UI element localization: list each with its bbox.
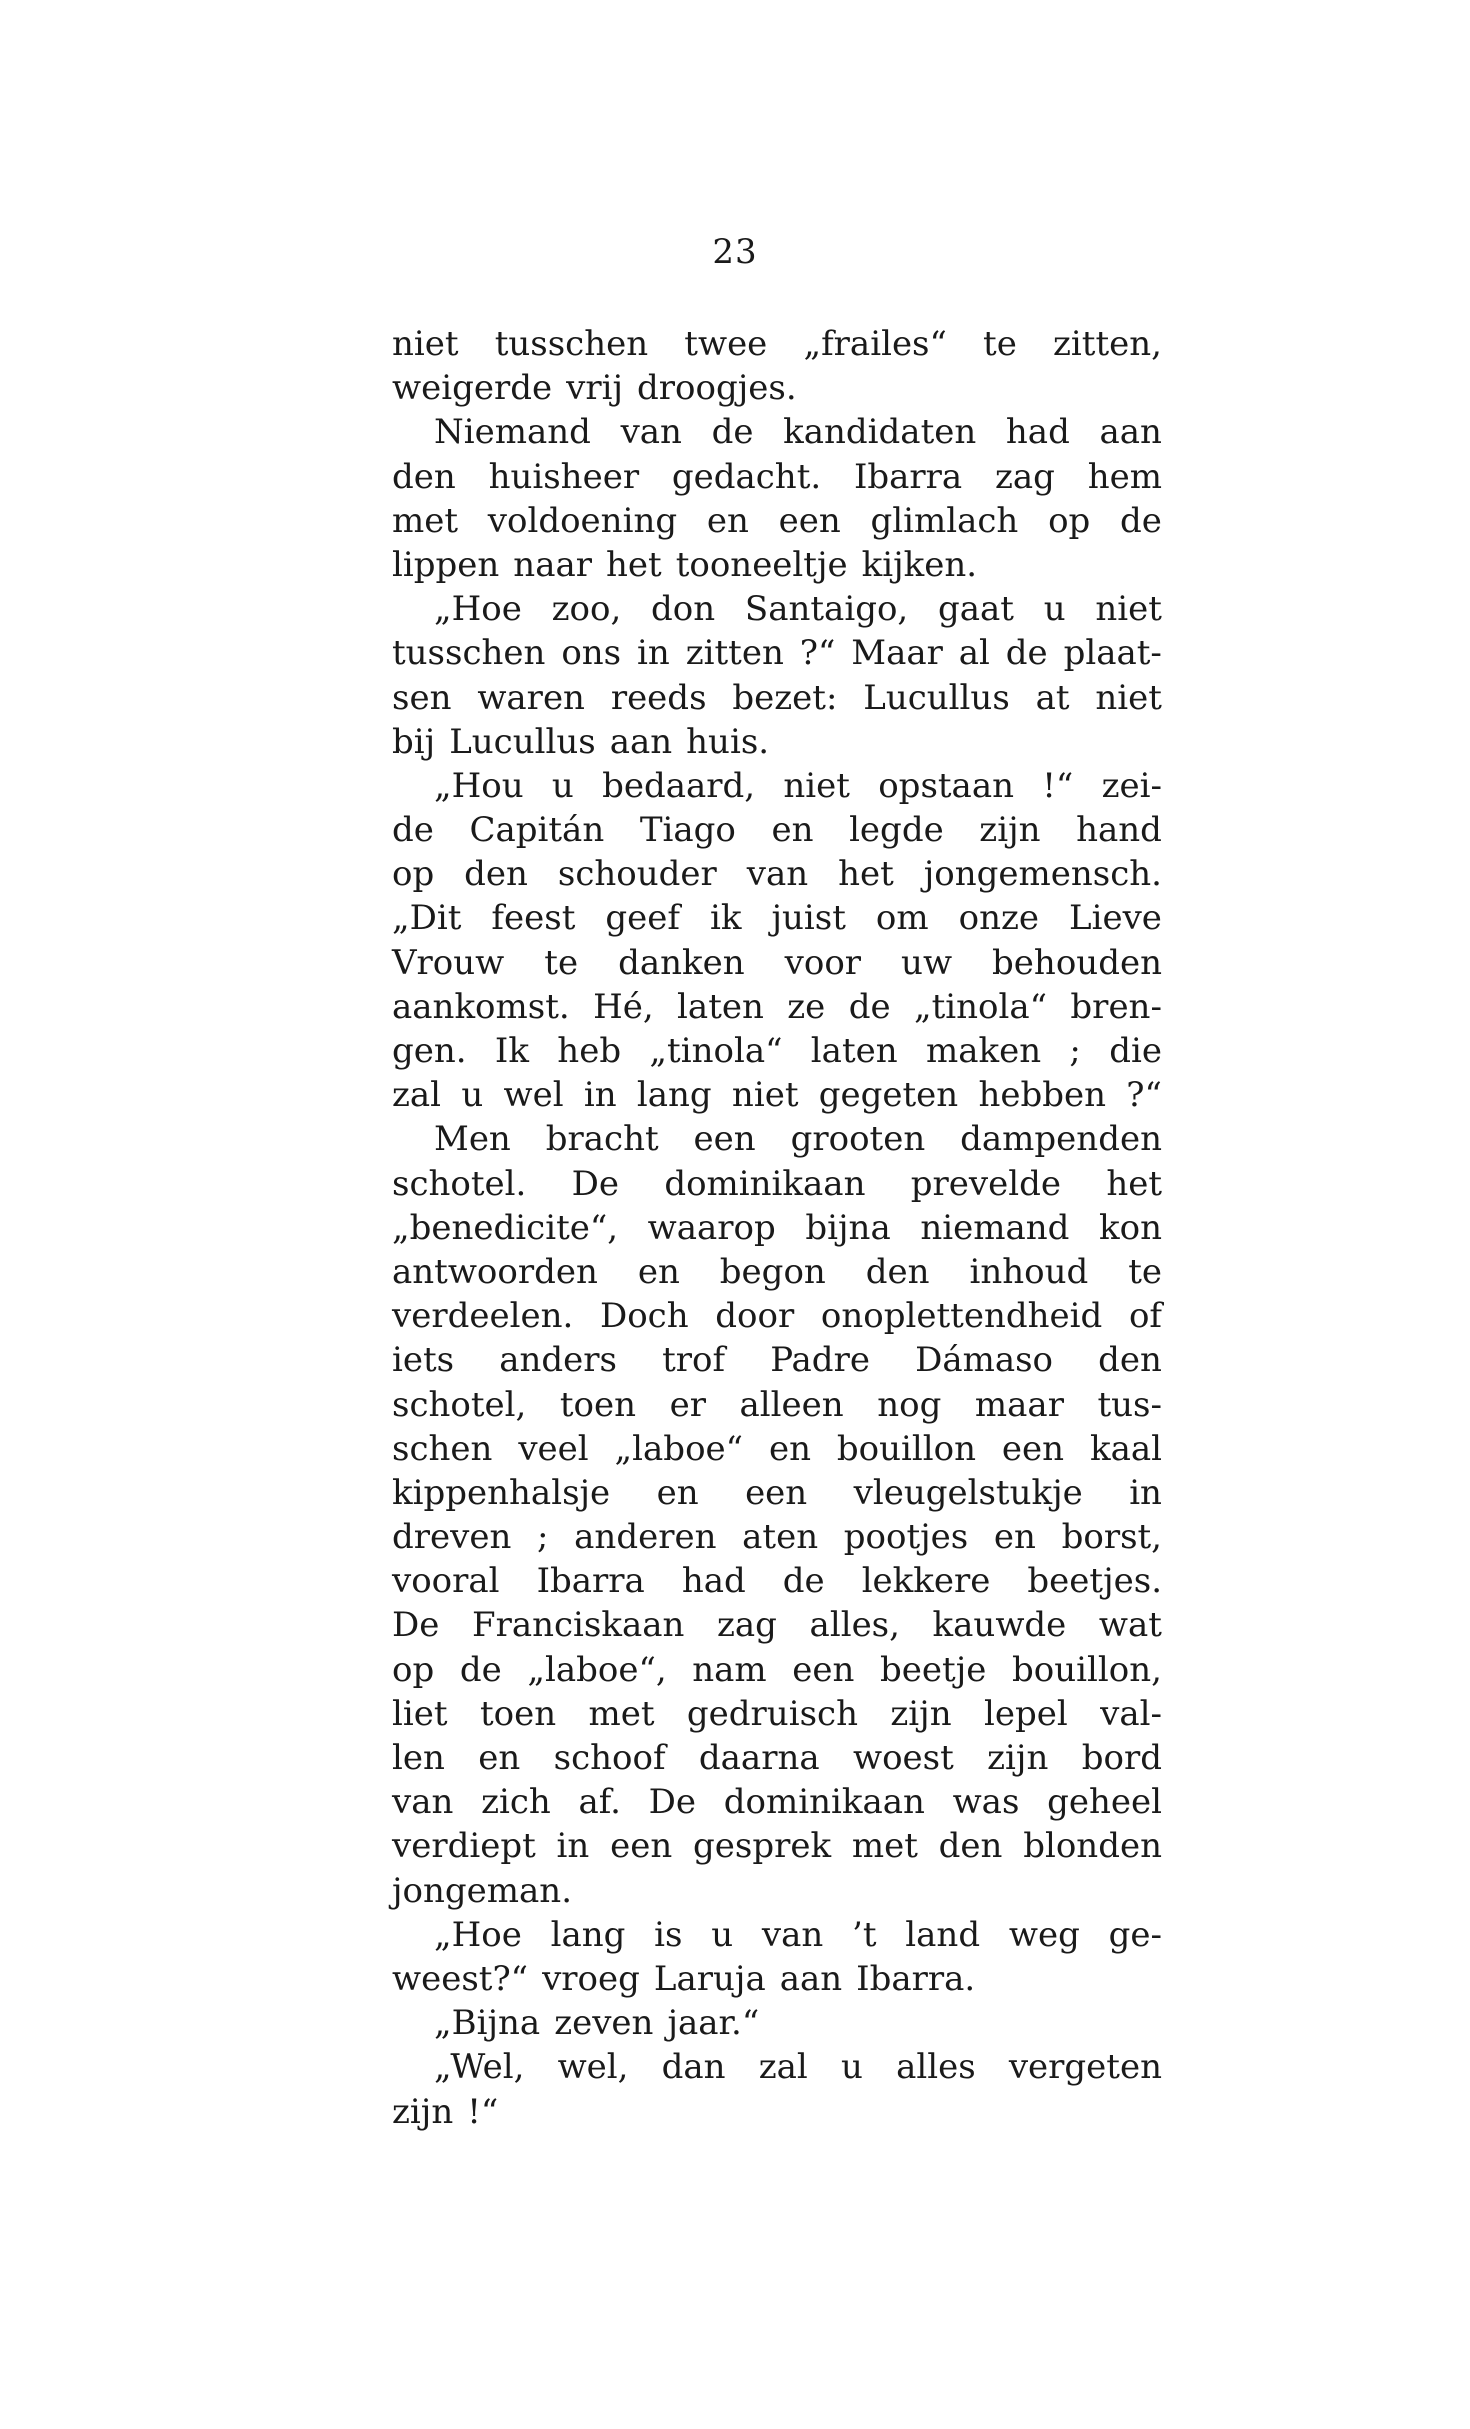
word: Tiago <box>639 810 736 851</box>
word: waarop <box>647 1207 776 1248</box>
word: Dámaso <box>915 1340 1054 1381</box>
word: u <box>711 1914 734 1955</box>
word: geef <box>605 898 680 939</box>
word: dominikaan <box>723 1782 925 1823</box>
word: ons <box>561 633 622 674</box>
word: aankomst. <box>392 986 570 1027</box>
text-line <box>392 2090 1162 2134</box>
word: inhoud <box>969 1251 1089 1292</box>
word: beetjes. <box>1027 1561 1162 1602</box>
word: en <box>706 500 749 541</box>
word: en <box>993 1517 1036 1558</box>
word: die <box>1109 1031 1162 1071</box>
word: jongeman. <box>392 1870 573 1911</box>
word: het <box>838 854 894 895</box>
word: „Dit <box>392 898 462 939</box>
text-line <box>392 410 1162 454</box>
word: ?“ <box>799 633 836 674</box>
word: bezet: <box>732 677 838 718</box>
word: verdeelen. <box>392 1296 574 1337</box>
word: zoo, <box>551 589 622 630</box>
word: niet <box>392 324 459 364</box>
text-line <box>392 1338 1162 1382</box>
word: heb <box>557 1031 622 1071</box>
word: van <box>761 1914 824 1955</box>
word: te <box>983 324 1017 364</box>
word: en <box>768 1428 811 1469</box>
word: trof <box>662 1340 726 1381</box>
word: toen <box>559 1384 637 1425</box>
word: alles <box>896 2047 976 2088</box>
word: den <box>1098 1340 1162 1381</box>
word: af. <box>578 1782 621 1823</box>
text-line <box>392 1957 1162 2001</box>
word: door <box>715 1296 795 1337</box>
word: lippen <box>392 544 500 585</box>
word: De <box>571 1163 620 1204</box>
word: of <box>1128 1296 1162 1337</box>
word: aan <box>609 721 673 762</box>
word: om <box>875 898 929 939</box>
word: voldoening <box>487 500 678 541</box>
word: het <box>1106 1163 1162 1204</box>
text-line <box>392 941 1162 985</box>
word: het <box>606 544 662 585</box>
text-line <box>392 366 1162 410</box>
word: laten <box>677 986 764 1027</box>
word: laten <box>810 1031 898 1071</box>
word: zitten <box>685 633 784 674</box>
word: zeven <box>554 2003 654 2044</box>
word: van <box>392 1782 454 1823</box>
word: schotel. <box>392 1163 527 1204</box>
word: er <box>669 1384 706 1425</box>
text-line <box>392 1692 1162 1736</box>
word: voor <box>784 942 862 983</box>
word: „laboe“ <box>614 1428 744 1469</box>
word: hebben <box>978 1075 1107 1116</box>
text-line <box>392 1736 1162 1780</box>
word: pootjes <box>843 1517 969 1558</box>
word: kippenhalsje <box>392 1472 611 1513</box>
word: dominikaan <box>664 1163 866 1204</box>
word: in <box>637 633 670 674</box>
word: een <box>792 1649 855 1690</box>
word: hem <box>1087 456 1162 497</box>
word: „Bijna <box>434 2003 541 2044</box>
word: nog <box>877 1384 942 1425</box>
word: antwoorden <box>392 1251 598 1292</box>
word: De <box>648 1782 697 1823</box>
word: ik <box>709 898 742 939</box>
word: had <box>1005 412 1070 453</box>
word: Laruja <box>653 1958 766 1999</box>
word: vroeg <box>542 1958 640 1999</box>
word: zei- <box>1101 765 1162 806</box>
word: ge- <box>1108 1914 1162 1955</box>
word: len <box>392 1738 445 1778</box>
word: !“ <box>1042 765 1074 806</box>
text-line <box>392 1471 1162 1515</box>
word: op <box>1048 500 1091 541</box>
word: vooral <box>392 1561 500 1602</box>
text-line <box>392 720 1162 764</box>
text-line <box>392 499 1162 543</box>
word: Padre <box>770 1340 870 1381</box>
text-line <box>392 455 1162 499</box>
word: legde <box>849 810 944 851</box>
word: blonden <box>1023 1826 1162 1867</box>
word: val- <box>1100 1693 1162 1734</box>
page-number: 23 <box>712 232 758 272</box>
word: zal <box>392 1075 442 1116</box>
word: zijn <box>392 2091 454 2132</box>
word: niet <box>1095 589 1162 630</box>
word: zijn <box>987 1738 1049 1778</box>
word: aan <box>779 1958 843 1999</box>
word: opstaan <box>878 765 1014 806</box>
word: „Hoe <box>434 589 522 630</box>
word: droogjes. <box>637 368 797 409</box>
word: begon <box>719 1251 826 1292</box>
word: twee <box>684 324 768 364</box>
word: dampenden <box>960 1119 1162 1160</box>
word: u <box>840 2047 863 2088</box>
text-line <box>392 1162 1162 1206</box>
word: at <box>1035 677 1070 718</box>
word: de <box>711 412 754 453</box>
word: Doch <box>599 1296 689 1337</box>
word: „Hoe <box>434 1914 522 1955</box>
text-line <box>392 1515 1162 1559</box>
text-line <box>392 587 1162 631</box>
word: tus- <box>1097 1384 1162 1425</box>
text-line <box>392 1206 1162 1250</box>
word: den <box>865 1251 930 1292</box>
word: gegeten <box>818 1075 959 1116</box>
text-line <box>392 676 1162 720</box>
word: „tinola“ <box>649 1031 783 1071</box>
word: ; <box>537 1517 549 1558</box>
word: jongemensch. <box>923 854 1162 895</box>
word: maken <box>925 1031 1042 1071</box>
word: wat <box>1098 1605 1162 1646</box>
word: vrij <box>566 368 624 409</box>
word: liet <box>392 1693 448 1734</box>
word: wel, <box>557 2047 629 2088</box>
word: weest?“ <box>392 1958 529 1999</box>
word: jaar.“ <box>667 2003 760 2044</box>
text-line <box>392 1250 1162 1294</box>
word: met <box>588 1693 655 1734</box>
text-line <box>392 1824 1162 1868</box>
word: zijn <box>979 810 1041 851</box>
word: lang <box>550 1914 626 1955</box>
word: bord <box>1081 1738 1162 1778</box>
word: en <box>656 1472 699 1513</box>
word: kaal <box>1089 1428 1162 1469</box>
word: lang <box>636 1075 712 1116</box>
text-line <box>392 1913 1162 1957</box>
word: „laboe“, <box>527 1649 667 1690</box>
word: borst, <box>1061 1517 1162 1558</box>
word: grooten <box>790 1119 926 1160</box>
word: zijn <box>890 1693 952 1734</box>
word: vleugelstukje <box>853 1472 1083 1513</box>
text-line <box>392 1029 1162 1073</box>
text-line <box>392 1603 1162 1647</box>
word: Hé, <box>593 986 654 1027</box>
word: Lieve <box>1069 898 1162 939</box>
word: Niemand <box>434 412 591 453</box>
word: den <box>938 1826 1003 1867</box>
word: in <box>583 1075 617 1116</box>
word: en <box>478 1738 521 1778</box>
word: behouden <box>992 942 1162 983</box>
body-text <box>392 322 1162 2134</box>
word: in <box>1129 1472 1162 1513</box>
word: niet <box>731 1075 799 1116</box>
word: „frailes“ <box>803 324 947 364</box>
word: naar <box>513 544 592 585</box>
word: u <box>461 1075 484 1116</box>
text-line <box>392 2001 1162 2045</box>
word: verdiept <box>392 1826 536 1867</box>
word: kauwde <box>932 1605 1067 1646</box>
word: De <box>392 1605 440 1646</box>
word: prevelde <box>910 1163 1062 1204</box>
word: don <box>651 589 716 630</box>
word: iets <box>392 1340 455 1381</box>
text-line <box>392 1073 1162 1117</box>
word: niet <box>783 765 850 806</box>
word: waren <box>477 677 585 718</box>
word: toen <box>479 1693 557 1734</box>
word: uw <box>901 942 953 983</box>
word: gesprek <box>693 1826 832 1867</box>
word: Vrouw <box>392 942 505 983</box>
word: u <box>551 765 574 806</box>
word: ; <box>1069 1031 1081 1071</box>
word: de <box>782 1561 825 1602</box>
word: reeds <box>610 677 707 718</box>
word: sen <box>392 677 452 718</box>
word: de <box>392 810 434 851</box>
word: met <box>392 500 459 541</box>
word: de <box>1005 633 1048 674</box>
word: alleen <box>739 1384 844 1425</box>
word: te <box>544 942 579 983</box>
word: bedaard, <box>602 765 756 806</box>
word: en <box>637 1251 680 1292</box>
text-line <box>392 808 1162 852</box>
word: gedacht. <box>671 456 822 497</box>
text-line <box>392 1294 1162 1338</box>
word: een <box>745 1472 808 1513</box>
word: bijna <box>805 1207 891 1248</box>
word: Franciskaan <box>471 1605 685 1646</box>
word: zitten, <box>1053 324 1162 364</box>
word: de <box>459 1649 502 1690</box>
word: alles, <box>809 1605 900 1646</box>
word: tusschen <box>494 324 649 364</box>
word: kon <box>1099 1207 1162 1248</box>
word: Ik <box>494 1031 529 1071</box>
word: woest <box>852 1738 954 1778</box>
word: schoof <box>553 1738 666 1778</box>
word: feest <box>491 898 576 939</box>
word: met <box>851 1826 918 1867</box>
text-line <box>392 1383 1162 1427</box>
text-line <box>392 1648 1162 1692</box>
word: aan <box>1099 412 1162 453</box>
word: maar <box>974 1384 1064 1425</box>
word: danken <box>618 942 745 983</box>
word: bouillon <box>836 1428 977 1469</box>
text-line <box>392 764 1162 808</box>
word: zag <box>717 1605 777 1646</box>
word: kandidaten <box>783 412 977 453</box>
word: juist <box>771 898 846 939</box>
word: geheel <box>1047 1782 1162 1823</box>
word: bij <box>392 721 436 762</box>
word: aten <box>742 1517 819 1558</box>
word: gedruisch <box>686 1693 858 1734</box>
word: anderen <box>574 1517 717 1558</box>
word: een <box>610 1826 673 1867</box>
word: een <box>1001 1428 1065 1469</box>
word: !“ <box>467 2091 499 2132</box>
text-line <box>392 631 1162 675</box>
word: ’t <box>852 1914 877 1955</box>
word: de <box>1120 500 1162 541</box>
word: Ibarra. <box>856 1958 976 1999</box>
word: niet <box>1095 677 1162 718</box>
text-line <box>392 1869 1162 1913</box>
word: onze <box>958 898 1039 939</box>
word: „benedicite“, <box>392 1207 619 1248</box>
word: en <box>771 810 814 851</box>
word: bren- <box>1070 986 1162 1027</box>
text-line <box>392 852 1162 896</box>
word: lekkere <box>861 1561 991 1602</box>
word: de <box>848 986 891 1027</box>
word: nam <box>692 1649 767 1690</box>
word: huis. <box>686 721 770 762</box>
word: Lucullus <box>449 721 596 762</box>
word: zag <box>994 456 1055 497</box>
word: glimlach <box>870 500 1019 541</box>
text-line <box>392 1780 1162 1824</box>
word: tusschen <box>392 633 546 674</box>
word: anders <box>499 1340 617 1381</box>
word: al <box>958 633 990 674</box>
word: schen <box>392 1428 493 1469</box>
word: „Wel, <box>434 2047 525 2088</box>
word: schotel, <box>392 1384 527 1425</box>
text-line <box>392 1559 1162 1603</box>
word: bouillon, <box>1012 1649 1162 1690</box>
text-line <box>392 1117 1162 1161</box>
word: schouder <box>557 854 717 895</box>
text-line <box>392 543 1162 587</box>
word: daarna <box>698 1738 820 1778</box>
word: een <box>778 500 841 541</box>
word: den <box>464 854 528 895</box>
word: ze <box>787 986 826 1027</box>
word: Maar <box>851 633 943 674</box>
word: weg <box>1008 1914 1080 1955</box>
word: „Hou <box>434 765 524 806</box>
word: van <box>620 412 682 453</box>
word: onoplettendheid <box>820 1296 1103 1337</box>
word: bracht <box>545 1119 659 1160</box>
word: tooneeltje <box>675 544 848 585</box>
word: u <box>1043 589 1066 630</box>
word: den <box>392 456 456 497</box>
word: kijken. <box>861 544 978 585</box>
word: een <box>693 1119 756 1160</box>
word: op <box>392 854 435 895</box>
word: huisheer <box>488 456 640 497</box>
word: Santaigo, <box>744 589 909 630</box>
word: vergeten <box>1008 2047 1162 2088</box>
word: gaat <box>937 589 1014 630</box>
word: plaat- <box>1063 633 1162 674</box>
word: Capitán <box>469 810 605 851</box>
word: gen. <box>392 1031 467 1071</box>
word: hand <box>1076 810 1162 851</box>
word: Men <box>434 1119 511 1160</box>
word: is <box>654 1914 683 1955</box>
word: was <box>952 1782 1020 1823</box>
word: weigerde <box>392 368 553 409</box>
text-line <box>392 2045 1162 2089</box>
word: Ibarra <box>536 1561 645 1602</box>
word: ?“ <box>1126 1075 1162 1116</box>
word: op <box>392 1649 435 1690</box>
word: Lucullus <box>863 677 1010 718</box>
word: te <box>1128 1251 1162 1292</box>
text-line <box>392 896 1162 940</box>
word: dreven <box>392 1517 512 1558</box>
word: zich <box>481 1782 551 1823</box>
word: had <box>681 1561 746 1602</box>
text-line <box>392 1427 1162 1471</box>
word: veel <box>518 1428 589 1469</box>
text-line <box>392 322 1162 366</box>
word: wel <box>503 1075 564 1116</box>
word: beetje <box>880 1649 987 1690</box>
text-line <box>392 985 1162 1029</box>
word: in <box>556 1826 590 1867</box>
word: land <box>905 1914 981 1955</box>
word: zal <box>758 2047 808 2088</box>
word: Ibarra <box>853 456 963 497</box>
word: niemand <box>920 1207 1070 1248</box>
word: van <box>746 854 809 895</box>
word: dan <box>661 2047 726 2088</box>
word: „tinola“ <box>913 986 1048 1027</box>
word: lepel <box>983 1693 1068 1734</box>
